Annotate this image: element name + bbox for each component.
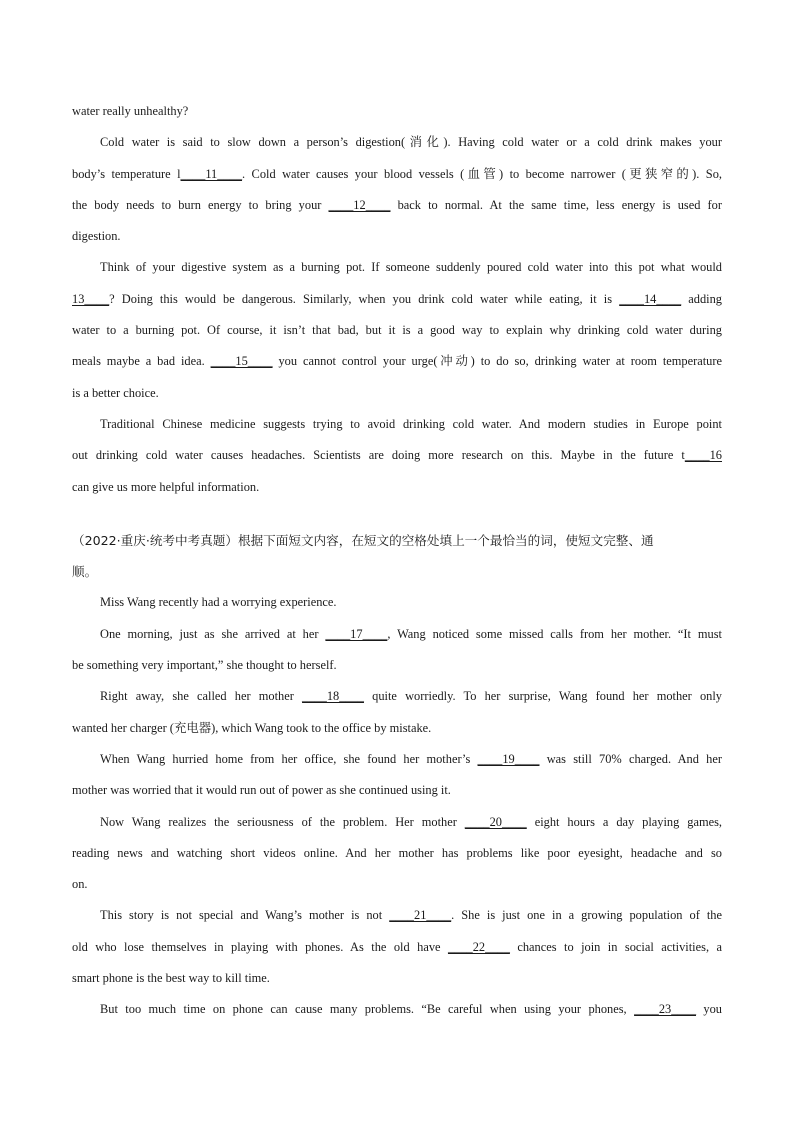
text-segment: smart phone is the best way to kill time. — [72, 971, 270, 986]
answer-blank[interactable]: 13____ — [72, 291, 110, 306]
text-segment: be something very important,” she thought to herself. — [72, 658, 337, 673]
text-line — [72, 963, 722, 994]
text-line — [72, 252, 722, 283]
text-segment: body’s temperature l — [72, 166, 181, 181]
question-header-line-2: 顺。 — [72, 564, 98, 580]
text-segment: eight hours a day playing games, — [526, 814, 723, 829]
answer-blank[interactable]: ____14____ — [619, 291, 682, 306]
text-segment: Now Wang realizes the seriousness of the problem. Her mother — [100, 814, 465, 829]
answer-blank[interactable]: ____23____ — [634, 1002, 697, 1017]
text-line — [72, 96, 722, 127]
text-line — [72, 127, 722, 158]
text-line — [72, 775, 722, 806]
text-segment: you — [696, 1002, 723, 1017]
text-segment: ? Doing this would be dangerous. Similarly, when you drink cold water while eating, it is — [109, 291, 620, 306]
text-segment: Think of your digestive system as a burning pot. If someone suddenly poured cold water into this pot what would — [100, 260, 722, 275]
text-segment: reading news and watching short videos online. And her mother has problems like poor eyesight, headache and so — [72, 845, 722, 860]
text-line — [72, 744, 722, 775]
text-segment: the body needs to burn energy to bring your — [72, 197, 329, 212]
text-segment: you cannot control your urge(冲动) to do so, drinking water at room temperature — [272, 354, 722, 369]
text-line — [72, 409, 722, 440]
text-line — [72, 440, 722, 471]
text-segment: chances to join in social activities, a — [509, 939, 722, 954]
text-line — [72, 650, 722, 681]
text-segment: , Wang noticed some missed calls from her mother. “It must — [387, 626, 722, 641]
text-segment: Cold water is said to slow down a person’s digestion(消化). Having cold water or a cold drink makes your — [100, 135, 722, 150]
text-line — [72, 190, 722, 221]
text-segment: water really unhealthy? — [72, 104, 189, 118]
answer-blank[interactable]: ____21____ — [389, 908, 452, 923]
text-line — [72, 869, 722, 900]
question-header — [72, 525, 722, 588]
text-segment: can give us more helpful information. — [72, 479, 260, 494]
text-line — [72, 994, 722, 1025]
text-segment: was still 70% charged. And her — [539, 751, 722, 766]
text-segment: This story is not special and Wang’s mother is not — [100, 908, 390, 923]
text-line — [72, 681, 722, 712]
document-page — [72, 96, 722, 1026]
text-line — [72, 221, 722, 252]
answer-blank[interactable]: ____11____ — [180, 166, 243, 181]
text-segment: Traditional Chinese medicine suggests trying to avoid drinking cold water. And modern studies in Europe point — [100, 416, 722, 431]
text-line — [72, 807, 722, 838]
text-segment: mother was worried that it would run out of power as she continued using it. — [72, 783, 451, 798]
text-segment: . She is just one in a growing population of the — [451, 908, 722, 923]
answer-blank[interactable]: ____22____ — [447, 939, 510, 954]
text-segment: on. — [72, 877, 88, 892]
answer-blank[interactable]: ____15____ — [210, 354, 273, 369]
text-segment: adding — [681, 291, 722, 306]
text-segment: out drinking cold water causes headaches. Scientists are doing more research on this. Maybe in the future t — [72, 448, 685, 463]
text-line — [72, 713, 722, 744]
text-segment: One morning, just as she arrived at her — [100, 626, 326, 641]
text-segment: But too much time on phone can cause many problems. “Be careful when using your phones, — [100, 1002, 635, 1017]
text-segment: water to a burning pot. Of course, it isn’t that bad, but it is a good way to explain why drinking cold water during — [72, 323, 722, 338]
text-segment: digestion. — [72, 229, 121, 244]
text-line — [72, 587, 722, 618]
text-segment: is a better choice. — [72, 385, 159, 400]
text-segment: . Cold water causes your blood vessels (血管) to become narrower (更狭窄的). So, — [242, 166, 722, 181]
answer-blank[interactable]: ____16 — [684, 448, 722, 463]
text-line — [72, 159, 722, 190]
answer-blank[interactable]: ____17____ — [325, 626, 388, 641]
text-line — [72, 619, 722, 650]
answer-blank[interactable]: ____12____ — [328, 197, 391, 212]
text-line — [72, 838, 722, 869]
text-segment: old who lose themselves in playing with phones. As the old have — [72, 939, 448, 954]
text-segment: Miss Wang recently had a worrying experience. — [100, 595, 337, 610]
answer-blank[interactable]: ____19____ — [477, 751, 540, 766]
text-line — [72, 284, 722, 315]
text-segment: When Wang hurried home from her office, she found her mother’s — [100, 751, 478, 766]
answer-blank[interactable]: ____18____ — [302, 689, 364, 704]
passage-one — [72, 96, 722, 503]
text-line — [72, 315, 722, 346]
text-segment: quite worriedly. To her surprise, Wang found her mother only — [363, 689, 722, 704]
text-segment: wanted her charger (充电器), which Wang took to the office by mistake. — [72, 720, 432, 735]
text-line — [72, 378, 722, 409]
text-segment: Right away, she called her mother — [100, 689, 303, 704]
text-line — [72, 900, 722, 931]
passage-two — [72, 587, 722, 1025]
text-segment: meals maybe a bad idea. — [72, 354, 211, 369]
answer-blank[interactable]: ____20____ — [464, 814, 527, 829]
text-segment: back to normal. At the same time, less energy is used for — [390, 197, 722, 212]
text-line — [72, 472, 722, 503]
text-line — [72, 346, 722, 377]
text-line — [72, 932, 722, 963]
question-header-line-1: （2022·重庆·统考中考真题）根据下面短文内容，在短文的空格处填上一个最恰当的词，使短文完整、通 — [72, 532, 654, 548]
